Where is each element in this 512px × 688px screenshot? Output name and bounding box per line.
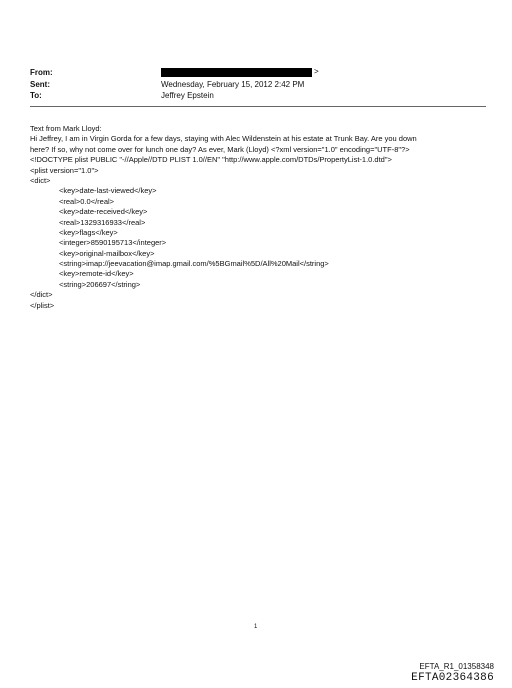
body-line: </dict> [30,290,53,300]
to-value: Jeffrey Epstein [161,91,214,100]
sent-value: Wednesday, February 15, 2012 2:42 PM [161,80,305,89]
body-line: </plist> [30,300,55,310]
to-label: To: [30,91,42,100]
message-body [30,124,490,311]
header-divider [30,106,486,107]
body-line: <real>0.0</real> [59,196,115,206]
sent-label: Sent: [30,80,50,89]
from-tail: > [314,67,319,76]
body-line: Hi Jeffrey, I am in Virgin Gorda for a few days, staying with Alec Wildenstein at his estate at Trunk Bay. Are you down [30,134,417,144]
body-line: <key>date-received</key> [59,207,148,217]
body-line: <key>flags</key> [59,227,118,237]
bates-number-primary: EFTA_R1_01358348 [419,662,494,671]
body-line: <string>imap://jeevacation@imap.gmail.com/%5BGmail%5D/All%20Mail</string> [59,259,329,269]
page-number: 1 [254,624,258,630]
from-label: From: [30,68,53,77]
body-line: Text from Mark Lloyd: [30,124,102,133]
body-line: <dict> [30,175,51,185]
body-line: <integer>8590195713</integer> [59,238,167,248]
body-line: <real>1329316933</real> [59,217,146,227]
body-line: <plist version="1.0"> [30,165,99,175]
bates-number-secondary: EFTA02364386 [411,672,494,684]
body-line: <string>206697</string> [59,279,141,289]
body-line: <key>date-last-viewed</key> [59,186,157,196]
body-line: <key>original-mailbox</key> [59,248,155,258]
body-line: <!DOCTYPE plist PUBLIC "-//Apple//DTD PLIST 1.0//EN" "http://www.apple.com/DTDs/PropertyList-1.0.dtd"> [30,155,392,165]
redaction-box [161,68,312,77]
body-line: <key>remote-id</key> [59,269,134,279]
body-line: here? If so, why not come over for lunch one day? As ever, Mark (Lloyd) <?xml version="1.0" encoding="UTF-8"?> [30,144,410,154]
